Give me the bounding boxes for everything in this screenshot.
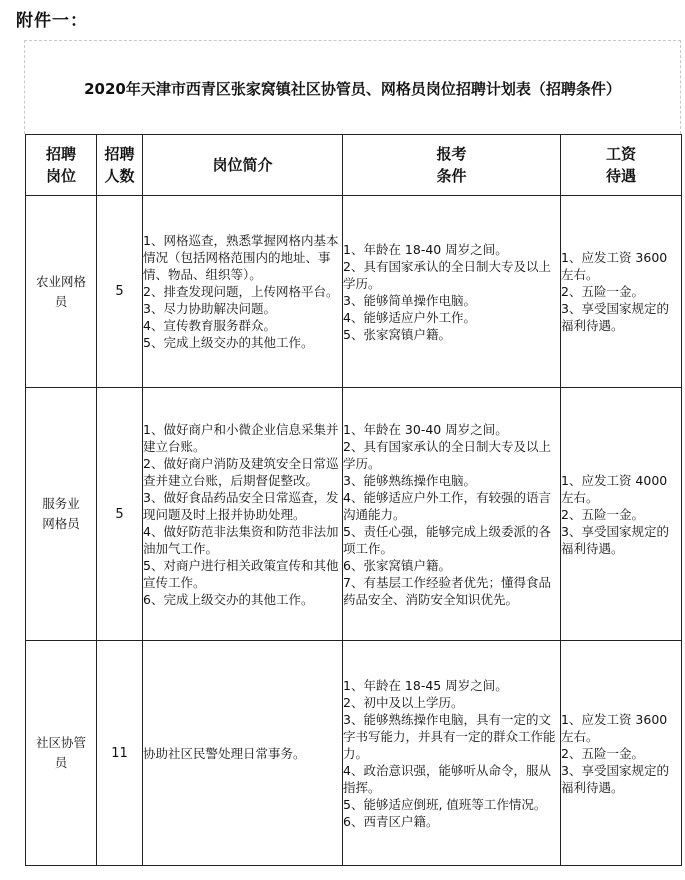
table-row <box>26 196 682 388</box>
intro-cell <box>143 196 343 388</box>
position-line: 服务业 <box>42 496 80 511</box>
header-salary-line1: 工资 <box>605 145 636 163</box>
header-count <box>97 135 143 196</box>
position-line: 社区协管 <box>35 735 86 750</box>
requirement-item: 3、能够简单操作电脑。 <box>343 292 476 308</box>
header-count-line2: 人数 <box>104 167 135 185</box>
requirements-cell <box>343 388 561 641</box>
salary-cell <box>561 388 682 641</box>
requirement-item: 2、具有国家承认的全日制大专及以上学历。 <box>343 258 551 291</box>
intro-cell <box>143 641 343 866</box>
header-requirements <box>343 135 561 196</box>
requirement-item: 4、能够适应户外工作。 <box>343 309 476 325</box>
position-line: 员 <box>54 755 68 770</box>
requirement-item: 5、责任心强，能够完成上级委派的各项工作。 <box>343 523 551 556</box>
requirement-item: 2、具有国家承认的全日制大专及以上学历。 <box>343 438 551 471</box>
requirement-item: 1、年龄在 30-40 周岁之间。 <box>343 421 508 437</box>
header-salary <box>561 135 682 196</box>
salary-item: 2、五险一金。 <box>561 284 644 299</box>
requirement-item: 6、张家窝镇户籍。 <box>343 557 451 573</box>
requirement-item: 4、能够适应户外工作，有较强的语言沟通能力。 <box>343 489 551 522</box>
intro-item: 2、做好商户消防及建筑安全日常巡查并建立台账，后期督促整改。 <box>143 455 339 488</box>
intro-item: 4、宣传教育服务群众。 <box>143 318 276 333</box>
requirement-item: 5、能够适应倒班, 值班等工作情况。 <box>343 796 547 812</box>
intro-item: 5、对商户进行相关政策宣传和其他宣传工作。 <box>143 557 339 590</box>
header-position-line1: 招聘 <box>45 145 76 163</box>
count-cell: 5 <box>97 196 143 388</box>
header-position-line2: 岗位 <box>45 167 76 185</box>
intro-item: 4、做好防范非法集资和防范非法加油加气工作。 <box>143 523 339 556</box>
header-count-line1: 招聘 <box>104 145 135 163</box>
position-line: 员 <box>54 293 68 309</box>
requirement-item: 6、西青区户籍。 <box>343 813 439 829</box>
salary-item: 2、五险一金。 <box>561 506 644 522</box>
table-header-row <box>26 135 682 196</box>
position-line: 网格员 <box>42 516 80 531</box>
requirement-item: 3、能够熟练操作电脑。 <box>343 472 476 488</box>
salary-cell <box>561 641 682 866</box>
intro-item: 6、完成上级交办的其他工作。 <box>143 591 314 607</box>
page-title: 2020年天津市西青区张家窝镇社区协管员、网格员岗位招聘计划表（招聘条件） <box>84 80 621 98</box>
position-cell <box>26 388 97 641</box>
header-position <box>26 135 97 196</box>
header-salary-line2: 待遇 <box>605 167 636 185</box>
attachment-label: 附件一： <box>16 11 88 31</box>
intro-item: 1、网格巡查，熟悉掌握网格内基本情况（包括网格范围内的地址、事情、物品、组织等）。 <box>143 233 339 282</box>
salary-item: 3、享受国家规定的福利待遇。 <box>561 762 669 795</box>
count-cell: 5 <box>97 388 143 641</box>
requirement-item: 5、张家窝镇户籍。 <box>343 326 451 342</box>
requirements-cell <box>343 196 561 388</box>
requirement-item: 7、有基层工作经验者优先；懂得食品药品安全、消防安全知识优先。 <box>343 574 551 607</box>
position-cell <box>26 641 97 866</box>
position-line: 农业网格 <box>35 273 86 289</box>
header-intro-text: 岗位简介 <box>212 156 273 174</box>
intro-item: 5、完成上级交办的其他工作。 <box>143 335 314 350</box>
salary-item: 1、应发工资 3600 左右。 <box>561 711 668 744</box>
intro-item: 2、排查发现问题，上传网格平台。 <box>143 284 339 299</box>
intro-item: 协助社区民警处理日常事务。 <box>143 745 306 761</box>
salary-item: 1、应发工资 3600 左右。 <box>561 250 668 282</box>
intro-item: 3、做好食品药品安全日常巡查，发现问题及时上报并协助处理。 <box>143 489 339 522</box>
header-requirements-line1: 报考 <box>436 145 467 163</box>
salary-item: 3、享受国家规定的福利待遇。 <box>561 523 669 556</box>
salary-item: 2、五险一金。 <box>561 745 644 761</box>
requirement-item: 1、年龄在 18-40 周岁之间。 <box>343 241 508 257</box>
header-requirements-line2: 条件 <box>436 167 467 185</box>
requirements-cell <box>343 641 561 866</box>
salary-item: 3、享受国家规定的福利待遇。 <box>561 301 669 333</box>
intro-item: 1、做好商户和小微企业信息采集并建立台账。 <box>143 421 339 454</box>
table-row <box>26 388 682 641</box>
requirement-item: 2、初中及以上学历。 <box>343 694 464 710</box>
title-box <box>24 40 681 134</box>
requirement-item: 3、能够熟练操作电脑，具有一定的文字书写能力，并具有一定的群众工作能力。 <box>343 711 556 761</box>
requirement-item: 1、年龄在 18-45 周岁之间。 <box>343 677 508 693</box>
recruitment-table <box>25 134 682 866</box>
salary-item: 1、应发工资 4000 左右。 <box>561 472 668 505</box>
header-intro <box>143 135 343 196</box>
position-cell <box>26 196 97 388</box>
table-row <box>26 641 682 866</box>
intro-item: 3、尽力协助解决问题。 <box>143 301 276 316</box>
requirement-item: 4、政治意识强，能够听从命令，服从指挥。 <box>343 762 551 795</box>
salary-cell <box>561 196 682 388</box>
count-cell: 11 <box>97 641 143 866</box>
intro-cell <box>143 388 343 641</box>
